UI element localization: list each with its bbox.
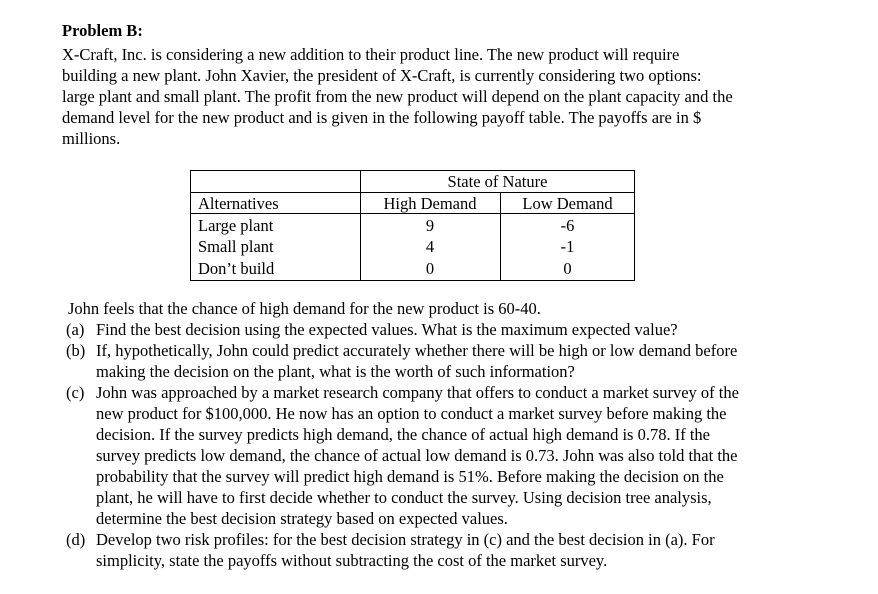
question-line: probability that the survey will predict high demand is 51%. Before making the decision on the xyxy=(96,467,724,486)
cell-dontbuild-high: 0 xyxy=(425,259,435,278)
col-header-alternatives: Alternatives xyxy=(198,194,279,213)
cell-dontbuild-low: 0 xyxy=(563,259,572,278)
question-line: making the decision on the plant, what is the worth of such information? xyxy=(96,362,575,381)
intro-line: demand level for the new product and is given in the following payoff table. The payoffs are in $ xyxy=(62,108,702,127)
row-label-small-plant: Small plant xyxy=(198,237,274,256)
intro-line: X-Craft, Inc. is considering a new addition to their product line. The new product will require xyxy=(62,45,680,64)
question-label: (a) xyxy=(66,320,85,339)
question-line: determine the best decision strategy based on expected values. xyxy=(96,509,508,528)
cell-large-low: -6 xyxy=(560,216,575,235)
col-header-high-demand: High Demand xyxy=(383,194,477,213)
question-label: (d) xyxy=(66,530,86,549)
state-of-nature-label: State of Nature xyxy=(447,172,548,191)
col-header-low-demand: Low Demand xyxy=(522,194,613,213)
question-d xyxy=(62,529,842,571)
cell-small-low: -1 xyxy=(560,237,575,256)
question-line: new product for $100,000. He now has an option to conduct a market survey before making the xyxy=(96,404,727,423)
question-line: survey predicts low demand, the chance of actual low demand is 0.73. John was also told that the xyxy=(96,446,738,465)
intro-line: building a new plant. John Xavier, the president of X-Craft, is currently considering two options: xyxy=(62,66,702,85)
question-line: simplicity, state the payoffs without subtracting the cost of the market survey. xyxy=(96,551,608,570)
question-a xyxy=(62,319,842,340)
question-c xyxy=(62,382,842,529)
question-line: Develop two risk profiles: for the best decision strategy in (c) and the best decision in (a). For xyxy=(96,530,715,549)
question-line: decision. If the survey predicts high demand, the chance of actual high demand is 0.78. If the xyxy=(96,425,710,444)
intro-line: large plant and small plant. The profit from the new product will depend on the plant capacity and the xyxy=(62,87,733,106)
payoff-table xyxy=(190,170,635,281)
intro-line: millions. xyxy=(62,129,121,148)
cell-small-high: 4 xyxy=(425,237,435,256)
question-label: (b) xyxy=(66,341,86,360)
row-label-large-plant: Large plant xyxy=(198,216,274,235)
questions-lead: John feels that the chance of high demand for the new product is 60-40. xyxy=(68,299,541,318)
question-line: John was approached by a market research company that offers to conduct a market survey of the xyxy=(96,383,739,402)
questions-section xyxy=(62,298,842,571)
problem-intro xyxy=(62,44,842,149)
question-b xyxy=(62,340,842,382)
row-label-dont-build: Don’t build xyxy=(198,259,275,278)
question-line: plant, he will have to first decide whether to conduct the survey. Using decision tree analysis, xyxy=(96,488,712,507)
question-line: If, hypothetically, John could predict accurately whether there will be high or low demand before xyxy=(96,341,738,360)
question-line: Find the best decision using the expected values. What is the maximum expected value? xyxy=(96,320,678,339)
question-label: (c) xyxy=(66,383,85,402)
cell-large-high: 9 xyxy=(425,216,435,235)
problem-title: Problem B: xyxy=(62,21,143,40)
